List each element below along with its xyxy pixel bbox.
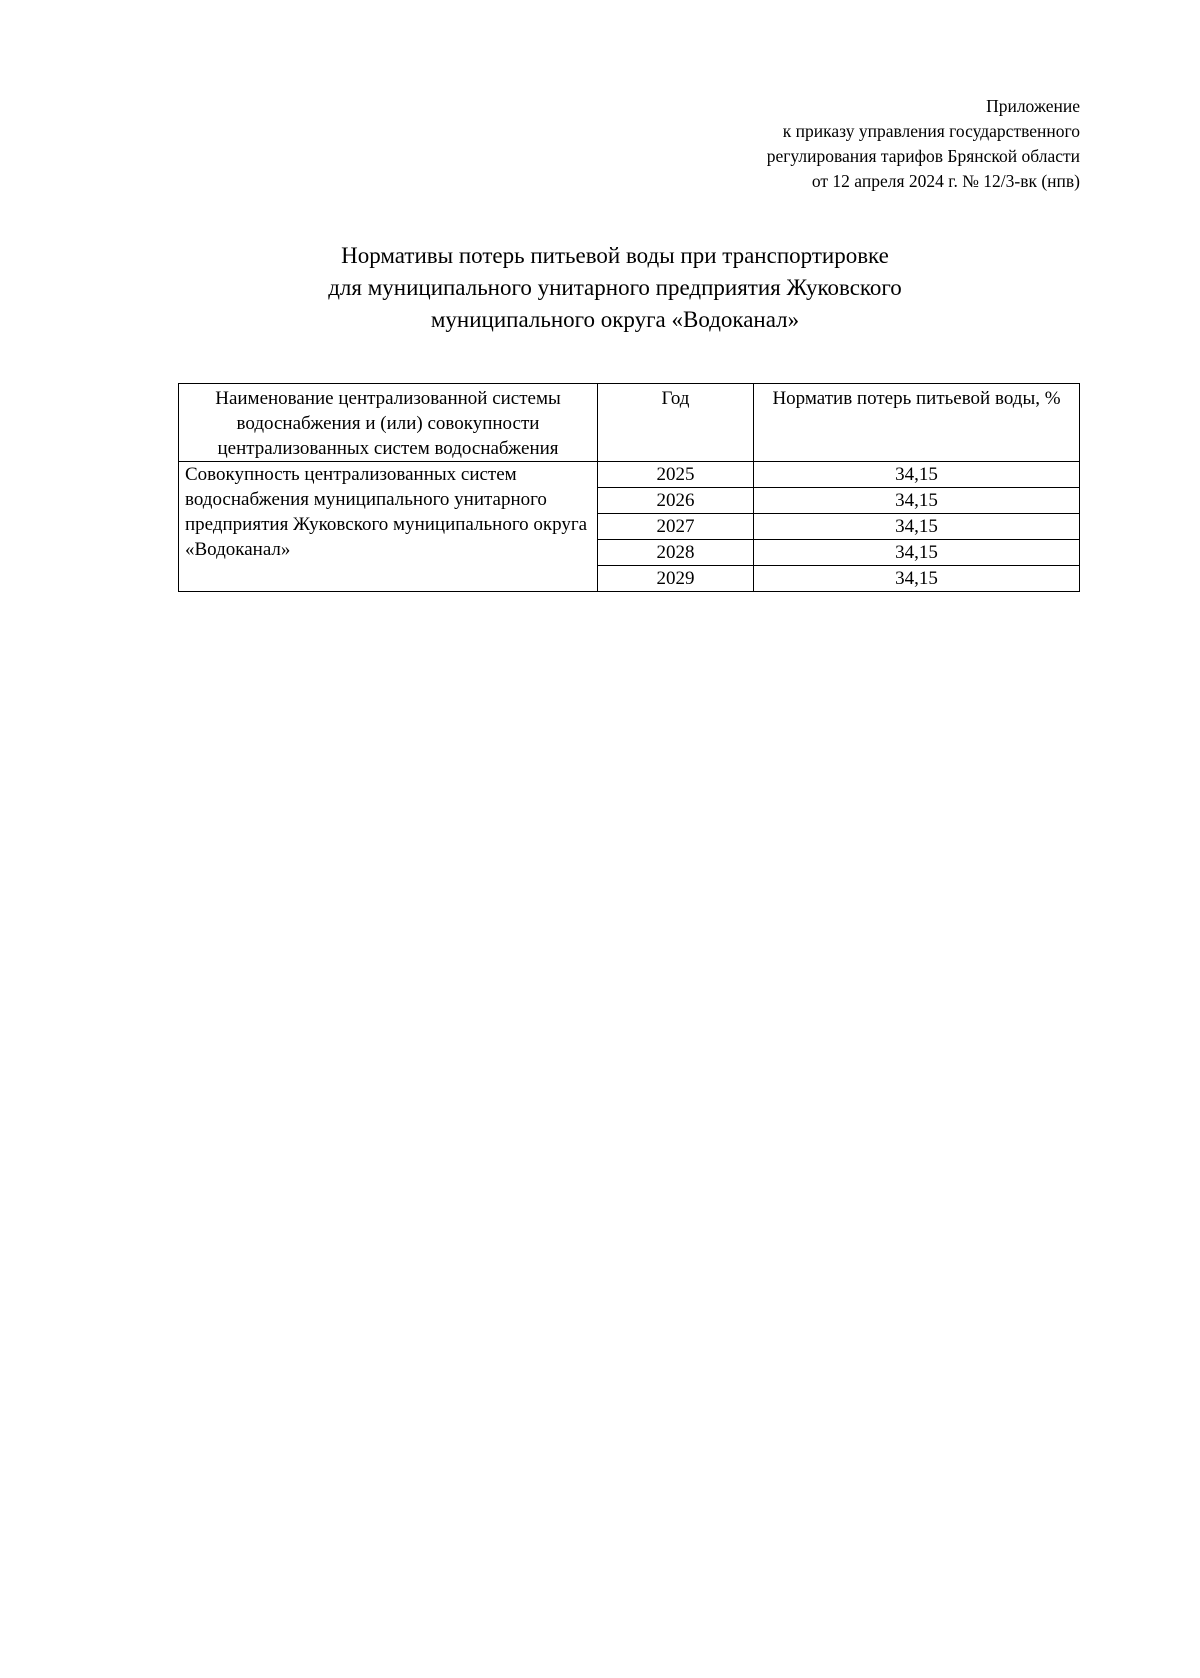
- appendix-order-ref: к приказу управления государственного: [782, 121, 1080, 141]
- document-title: [170, 240, 1060, 336]
- year-cell: 2028: [598, 540, 754, 566]
- appendix-header: [767, 94, 1080, 194]
- loss-norm-cell: 34,15: [754, 514, 1080, 540]
- title-line-1: Нормативы потерь питьевой воды при транспортировке: [341, 243, 889, 268]
- system-name-cell: Совокупность централизованных систем водоснабжения муниципального унитарного предприятия Жуковского муниципального округа «Водоканал»: [179, 462, 598, 592]
- appendix-label: Приложение: [986, 96, 1080, 116]
- norms-table: [178, 383, 1080, 592]
- appendix-date-number: от 12 апреля 2024 г. № 12/3-вк (нпв): [811, 171, 1080, 191]
- appendix-authority: регулирования тарифов Брянской области: [766, 146, 1080, 166]
- loss-norm-cell: 34,15: [754, 566, 1080, 592]
- table-header-row: [179, 384, 1080, 462]
- loss-norm-cell: 34,15: [754, 488, 1080, 514]
- year-cell: 2025: [598, 462, 754, 488]
- loss-norm-cell: 34,15: [754, 540, 1080, 566]
- header-year: Год: [598, 384, 754, 462]
- title-line-2: для муниципального унитарного предприятия Жуковского: [328, 275, 902, 300]
- header-system-name: Наименование централизованной системы водоснабжения и (или) совокупности централизованных систем водоснабжения: [179, 384, 598, 462]
- title-line-3: муниципального округа «Водоканал»: [430, 307, 800, 332]
- year-cell: 2027: [598, 514, 754, 540]
- year-cell: 2029: [598, 566, 754, 592]
- table-row: [179, 462, 1080, 488]
- header-loss-norm: Норматив потерь питьевой воды, %: [754, 384, 1080, 462]
- year-cell: 2026: [598, 488, 754, 514]
- loss-norm-cell: 34,15: [754, 462, 1080, 488]
